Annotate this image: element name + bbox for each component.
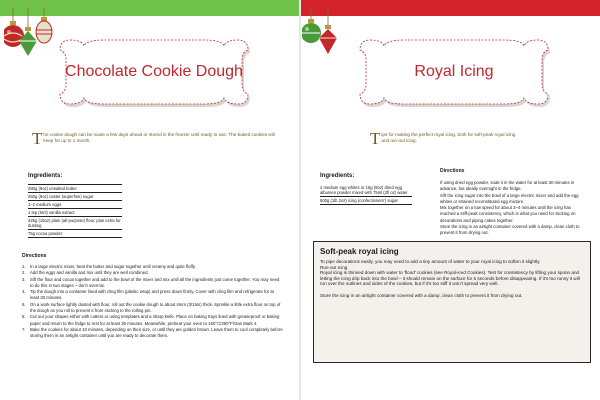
step-number: 6. — [22, 314, 26, 320]
ingredient-row: 500g (1lb 2oz) icing (confectioners') sugar — [320, 197, 412, 205]
step-text: Tip the dough into a container lined with cling film (plastic wrap) and press down firmly. Cover with cling film and refrigerate for at least 30 minutes. — [30, 289, 274, 301]
ornament-icon — [302, 8, 354, 70]
step-number: 3. — [22, 276, 26, 282]
intro-text: ips for making the perfect royal icing, both for soft-peak royal icing and run-out icing. — [381, 132, 516, 144]
tip-box-heading: Soft-peak royal icing — [320, 247, 399, 256]
step-text: Cut out your shapes either with cutters or using templates and a sharp knife. Place on baking trays lined with greaseproof or baking paper and return to the fridge to rest for at least 30 minutes. Meanwhile, preheat your oven to 160°C/350°F/Gas Mark 4. — [30, 314, 280, 326]
recipe-title: Chocolate Cookie Dough — [65, 63, 243, 80]
tip-subheading: Run-out Icing — [320, 264, 348, 270]
ingredient-row: 2 medium egg whites or 15g (9oz) dried egg albumen powder mixed with 75ml (2fl oz) water — [320, 184, 412, 197]
direction-step — [22, 302, 284, 315]
directions-heading: Directions — [440, 168, 465, 174]
christmas-ornaments-left — [4, 8, 56, 75]
tip-paragraph: Royal icing is thinned down with water to 'flood' cookies (see Royal-iced Cookies). Test for consistency by lifting your spoon and letting the icing drip back into the bowl – it should remain on the surface for 5 seconds before disappearing. If it's too runny it will run over the outlines and sides of the cookies, but if it's too stiff it won't spread very well. — [320, 270, 580, 287]
tip-paragraph: To pipe decorations easily, you may need to add a tiny amount of water to your royal icing to soften it slightly. — [320, 259, 541, 264]
step-number: 2. — [22, 270, 26, 276]
intro-text: he cookie dough can be made a few days ahead or stored in the freezer until ready to use. The baked cookies will keep for up to 1 month. — [43, 132, 275, 144]
ingredient-row: 1 tsp (5ml) vanilla extract — [28, 209, 122, 217]
ornament-icon — [4, 8, 56, 70]
title-plaque-left — [56, 36, 252, 108]
step-number: 7. — [22, 326, 26, 332]
step-text: Bake the cookies for about 10 minutes, depending on their size, or until they are golden brown. Leave them to cool completely before storing them in an airtight container until you are ready to decorate them. — [30, 326, 283, 339]
tip-paragraph: Store the icing in an airtight container covered with a damp, clean cloth to prevent it from drying out. — [320, 292, 523, 298]
ingredient-row: 280g (9oz) unsalted butter — [28, 184, 122, 193]
step-text: In a large electric mixer, beat the butter and sugar together until creamy and quite fluffy. — [30, 264, 196, 269]
ingredient-row: 260g (9oz) caster (superfine) sugar — [28, 193, 122, 201]
ingredient-row: 1–2 medium eggs — [28, 201, 122, 209]
intro-paragraph-left — [32, 129, 282, 148]
step-number: 5. — [22, 301, 26, 307]
recipe-title: Royal Icing — [414, 63, 494, 80]
christmas-ornaments-right — [302, 8, 354, 75]
direction-step — [22, 327, 284, 340]
step-text: On a work surface lightly dusted with flour, roll out the cookie dough to about 4mm (3/16in) thick. Sprinkle a little extra flour on top of the dough as you roll to prevent it from sticking to the rolling pin. — [30, 301, 281, 314]
soft-peak-tip-box — [313, 241, 591, 363]
step-text: Sift the flour and cocoa together and add to the bowl of the mixer and mix until all the ingredients just come together. You may need to do this in two stages – don't overmix. — [30, 276, 280, 288]
direction-paragraph: Store the icing in an airtight container covered with a damp, clean cloth to prevent it from drying out. — [440, 224, 580, 236]
direction-step — [22, 314, 284, 327]
ingredient-row: 75g cocoa powder — [28, 230, 122, 238]
step-text: Add the eggs and vanilla and mix until they are well combined. — [30, 270, 149, 276]
ingredient-row: 425g (15oz) plain (all-purpose) flour, plus extra for dusting — [28, 218, 121, 228]
directions-heading: Directions — [22, 253, 47, 259]
intro-paragraph-right — [370, 129, 520, 148]
ingredients-table-right — [320, 184, 412, 205]
directions-right — [440, 180, 585, 237]
ingredients-table-left — [28, 184, 122, 238]
drop-cap: T — [370, 129, 381, 148]
direction-step — [22, 277, 284, 290]
page-gutter — [299, 0, 301, 400]
step-number: 1. — [22, 264, 26, 269]
drop-cap: T — [32, 129, 43, 148]
step-number: 4. — [22, 289, 26, 295]
direction-step — [22, 289, 284, 302]
direction-paragraph: If using dried egg powder, soak it in the water for at least 30 minutes in advance, but ideally overnight in the fridge. — [440, 180, 575, 192]
direction-paragraph: Mix together on a low speed for about 3–4 minutes until the icing has reached a stiff-peak consistency, which is what you need for sticking on decorations and piping cakes together. — [440, 205, 576, 223]
title-plaque-right — [356, 36, 552, 108]
ingredients-heading: Ingredients: — [28, 173, 63, 179]
ingredients-heading: Ingredients: — [320, 173, 355, 179]
direction-paragraph: Sift the icing sugar into the bowl of a large electric mixer and add the egg whites or strained reconstituted egg mixture. — [440, 192, 579, 204]
directions-list-left — [22, 264, 284, 340]
